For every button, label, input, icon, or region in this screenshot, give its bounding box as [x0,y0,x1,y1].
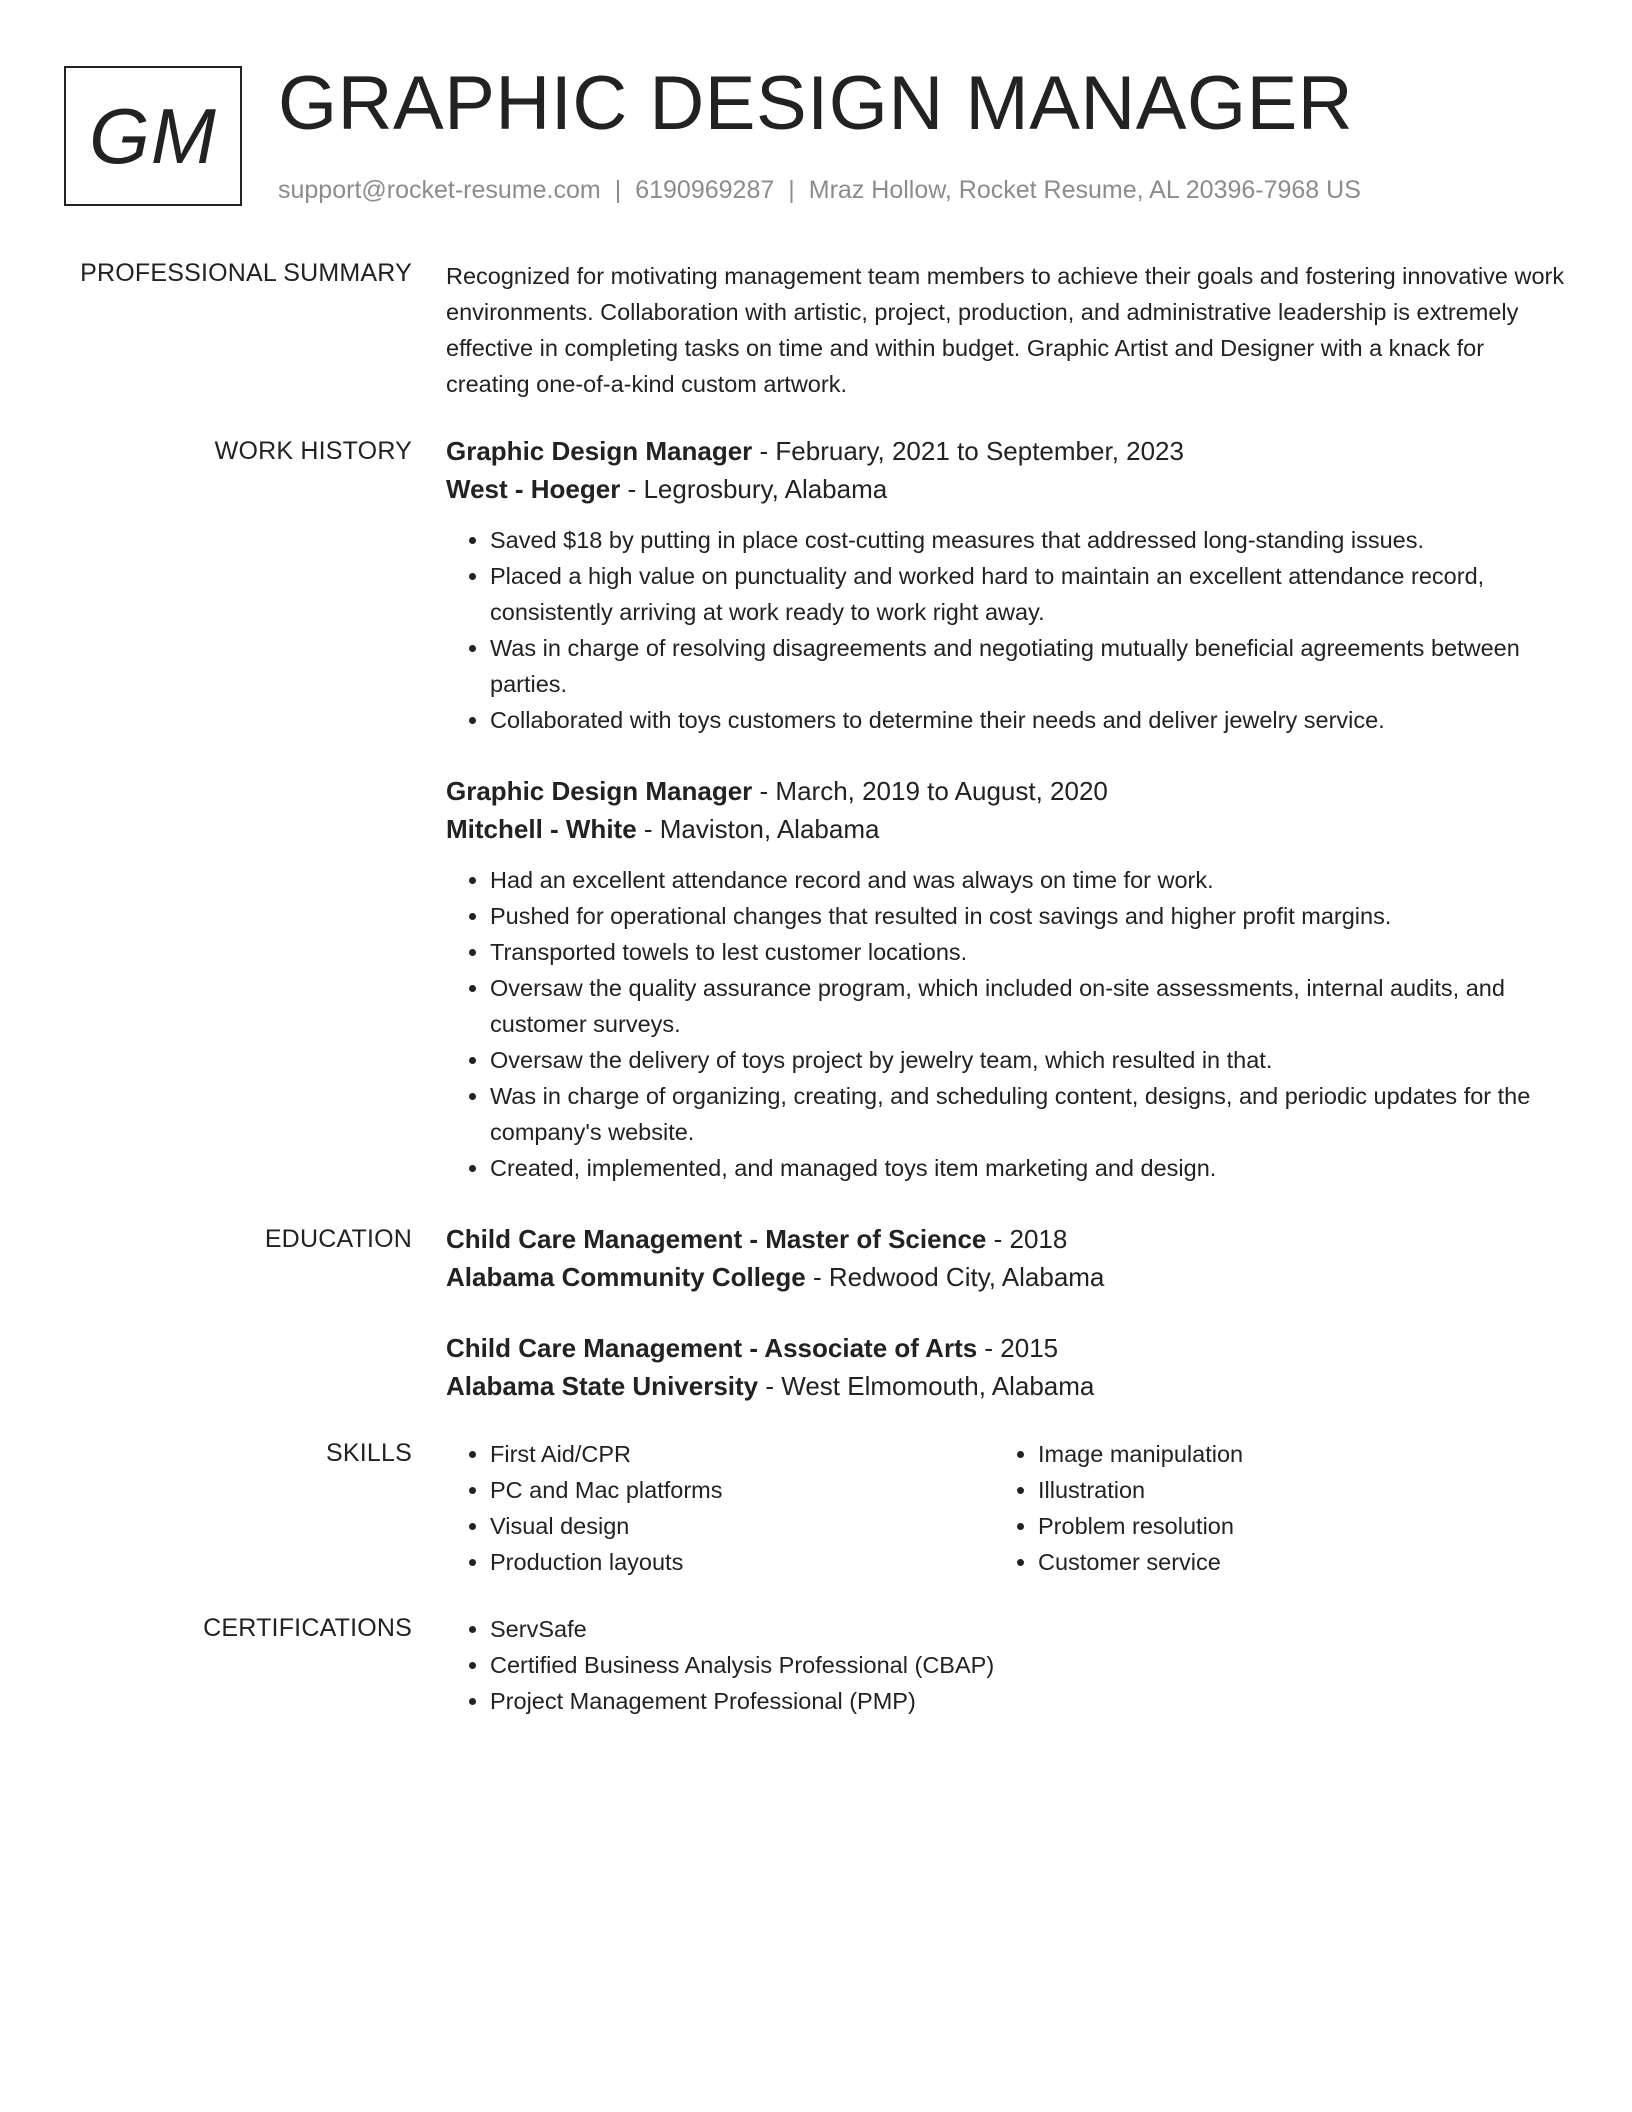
list-item: • Certified Business Analysis Professional (CBAP) [490,1647,1566,1683]
contact-email[interactable]: support@rocket-resume.com [278,176,601,204]
list-item: • Transported towels to lest customer locations. [490,934,1566,970]
skills-list-right [994,1436,1542,1580]
contact-line [278,174,1361,206]
degree-year: - 2018 [986,1224,1068,1254]
degree-line [446,1220,1566,1258]
contact-phone[interactable]: 6190969287 [635,176,775,204]
job-title: Graphic Design Manager [446,436,753,466]
job-company: Mitchell - White [446,814,637,844]
job-company-line [446,810,1566,848]
job-title: Graphic Design Manager [446,776,753,806]
list-item: • Was in charge of resolving disagreements and negotiating mutually beneficial agreements between parties. [490,630,1566,702]
list-item: • Created, implemented, and managed toys item marketing and design. [490,1150,1566,1186]
list-item: • Pushed for operational changes that resulted in cost savings and higher profit margins. [490,898,1566,934]
contact-separator: | [788,176,795,204]
school-name: Alabama Community College [446,1262,806,1292]
list-item: • PC and Mac platforms [490,1472,994,1508]
school-location: - West Elmomouth, Alabama [758,1371,1095,1401]
list-item: • Customer service [1038,1544,1542,1580]
list-item: • Project Management Professional (PMP) [490,1683,1566,1719]
school-line [446,1258,1566,1296]
list-item: • Visual design [490,1508,994,1544]
summary-text: Recognized for motivating management team members to achieve their goals and fostering innovative work environments. Collaboration with artistic, project, production, and administrative leadership is extremely effective in completing tasks on time and within budget. Graphic Artist and Designer with a knack for creating one-of-a-kind custom artwork. [446,263,1565,397]
certifications-list [446,1611,1566,1719]
school-line [446,1367,1566,1405]
job-company: West - Hoeger [446,474,621,504]
job-entry [446,772,1566,1186]
skills-grid [446,1436,1566,1580]
section-label-education: EDUCATION [264,1225,412,1253]
job-location: - Maviston, Alabama [636,814,880,844]
section-label-skills: SKILLS [326,1439,412,1467]
section-label-work-history: WORK HISTORY [214,437,412,465]
job-location: - Legrosbury, Alabama [620,474,888,504]
job-dates: - March, 2019 to August, 2020 [752,776,1108,806]
contact-address: Mraz Hollow, Rocket Resume, AL 20396-7968 US [808,176,1361,204]
degree-title: Child Care Management - Master of Science [446,1224,987,1254]
list-item: • ServSafe [490,1611,1566,1647]
job-company-line [446,470,1566,508]
list-item: • Production layouts [490,1544,994,1580]
degree-title: Child Care Management - Associate of Arts [446,1333,978,1363]
school-name: Alabama State University [446,1371,759,1401]
list-item: • Image manipulation [1038,1436,1542,1472]
school-location: - Redwood City, Alabama [805,1262,1105,1292]
list-item: • Oversaw the quality assurance program, which included on-site assessments, internal audits, and customer surveys. [490,970,1566,1042]
page-title: GRAPHIC DESIGN MANAGER [278,61,1354,146]
job-bullets [446,522,1566,738]
job-bullets [446,862,1566,1186]
degree-line [446,1329,1566,1367]
contact-separator: | [614,176,622,204]
job-entry [446,432,1566,738]
certifications-section [446,1611,1566,1719]
list-item: • First Aid/CPR [490,1436,994,1472]
list-item: • Oversaw the delivery of toys project by jewelry team, which resulted in that. [490,1042,1566,1078]
section-label-certifications: CERTIFICATIONS [203,1614,412,1642]
section-label-summary: PROFESSIONAL SUMMARY [80,259,412,287]
list-item: • Collaborated with toys customers to determine their needs and deliver jewelry service. [490,702,1566,738]
job-title-line [446,772,1566,810]
list-item: • Had an excellent attendance record and was always on time for work. [490,862,1566,898]
skills-list-left [446,1436,994,1580]
list-item: • Placed a high value on punctuality and worked hard to maintain an excellent attendance record, consistently arriving at work ready to work right away. [490,558,1566,630]
summary-section [446,258,1566,402]
job-dates: - February, 2021 to September, 2023 [752,436,1184,466]
list-item: • Illustration [1038,1472,1542,1508]
degree-year: - 2015 [977,1333,1059,1363]
list-item: • Saved $18 by putting in place cost-cutting measures that addressed long-standing issues. [490,522,1566,558]
monogram-logo: GM [64,66,242,206]
education-entry [446,1329,1566,1405]
list-item: • Was in charge of organizing, creating, and scheduling content, designs, and periodic updates for the company's website. [490,1078,1566,1150]
list-item: • Problem resolution [1038,1508,1542,1544]
job-title-line [446,432,1566,470]
education-entry [446,1220,1566,1296]
